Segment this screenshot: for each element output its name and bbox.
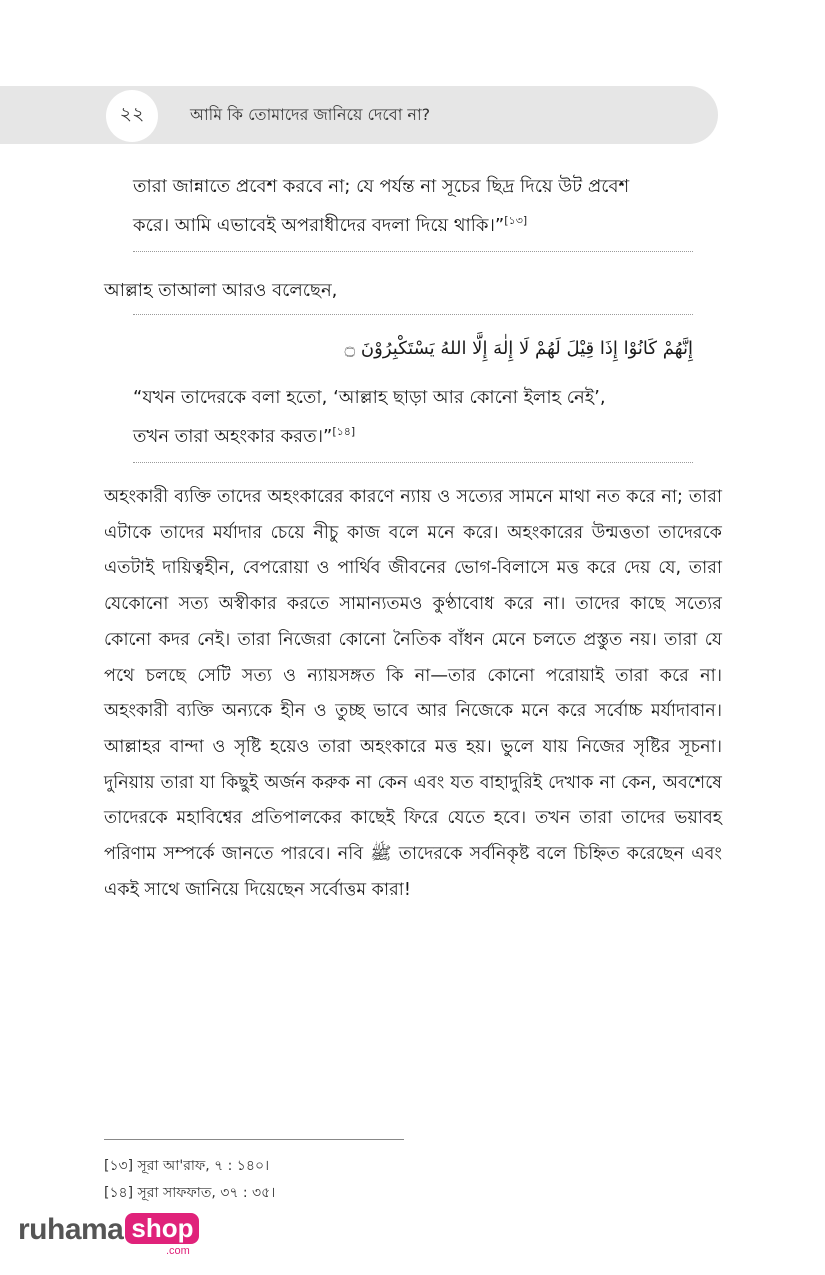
quote-block-2	[133, 314, 693, 463]
footnote-ref: [১৩]	[504, 214, 528, 227]
dotted-divider	[133, 314, 693, 315]
quote-line: তখন তারা অহংকার করত।”[১৪]	[133, 425, 356, 447]
ruhama-shop-logo: ruhama shop .com	[18, 1213, 199, 1247]
intro-line: আল্লাহ তাআলা আরও বলেছেন,	[104, 280, 338, 301]
quote-block-1	[133, 170, 693, 252]
footnote-14: [১৪] সূরা সাফফাত, ৩৭ : ৩৫।	[104, 1185, 276, 1201]
quote-line: “যখন তাদেরকে বলা হতো, ‘আল্লাহ ছাড়া আর কোনো ইলাহ নেই’,	[133, 387, 606, 408]
footnote-13: [১৩] সূরা আ'রাফ, ৭ : ১৪০।	[104, 1158, 270, 1174]
quote-line: তারা জান্নাতে প্রবেশ করবে না; যে পর্যন্ত না সূচের ছিদ্র দিয়ে উট প্রবেশ	[133, 176, 630, 197]
body-paragraph: অহংকারী ব্যক্তি তাদের অহংকারের কারণে ন্যায় ও সত্যের সামনে মাথা নত করে না; তারা এটাকে তাদের মর্যাদার চেয়ে নীচু কাজ বলে মনে করে। অহংকারের উন্মত্ততা তাদেরকে এতটাই দায়িত্বহীন, বেপরোয়া ও পার্থিব জীবনের ভোগ-বিলাসে মত্ত করে দেয় যে, তারা যেকোনো সত্য অস্বীকার করতে সামান্যতমও কুণ্ঠাবোধ করে না। তাদের কাছে সত্যের কোনো কদর নেই। তারা নিজেরা কোনো নৈতিক বাঁধন মেনে চলতে প্রস্তুত নয়। তারা যে পথে চলছে সেটি সত্য ও ন্যায়সঙ্গত কি না—তার কোনো পরোয়াই তারা করে না। অহংকারী ব্যক্তি অন্যকে হীন ও তুচ্ছ ভাবে আর নিজেকে মনে করে সর্বোচ্চ মর্যাদাবান। আল্লাহর বান্দা ও সৃষ্টি হয়েও তারা অহংকারে মত্ত হয়। ভুলে যায় নিজের সৃষ্টির সূচনা। দুনিয়ায় তারা যা কিছুই অর্জন করুক না কেন এবং যত বাহাদুরিই দেখাক না কেন, অবশেষে তাদেরকে মহাবিশ্বের প্রতিপালকের কাছেই ফিরে যেতে হবে। তখন তারা তাদের ভয়াবহ পরিণাম সম্পর্কে জানতে পারবে। নবি ﷺ তাদেরকে সর্বনিকৃষ্ট বলে চিহ্নিত করেছেন এবং একই সাথে জানিয়ে দিয়েছেন সর্বোত্তম কারা!	[104, 487, 723, 900]
running-title: আমি কি তোমাদের জানিয়ে দেবো না?	[190, 105, 431, 124]
dotted-divider	[133, 251, 693, 252]
footnote-rule	[104, 1139, 404, 1140]
header-badge	[660, 86, 718, 144]
footnote-ref: [১৪]	[332, 425, 356, 438]
arabic-verse: إِنَّهُمْ كَانُوْا إِذَا قِيْلَ لَهُمْ لَا إِلٰهَ إِلَّا اللهُ يَسْتَكْبِرُوْنَ ۝	[344, 338, 693, 359]
quote-line: করে। আমি এভাবেই অপরাধীদের বদলা দিয়ে থাকি।”[১৩]	[133, 214, 528, 236]
dotted-divider	[133, 462, 693, 463]
page-number: ২২	[106, 90, 158, 142]
